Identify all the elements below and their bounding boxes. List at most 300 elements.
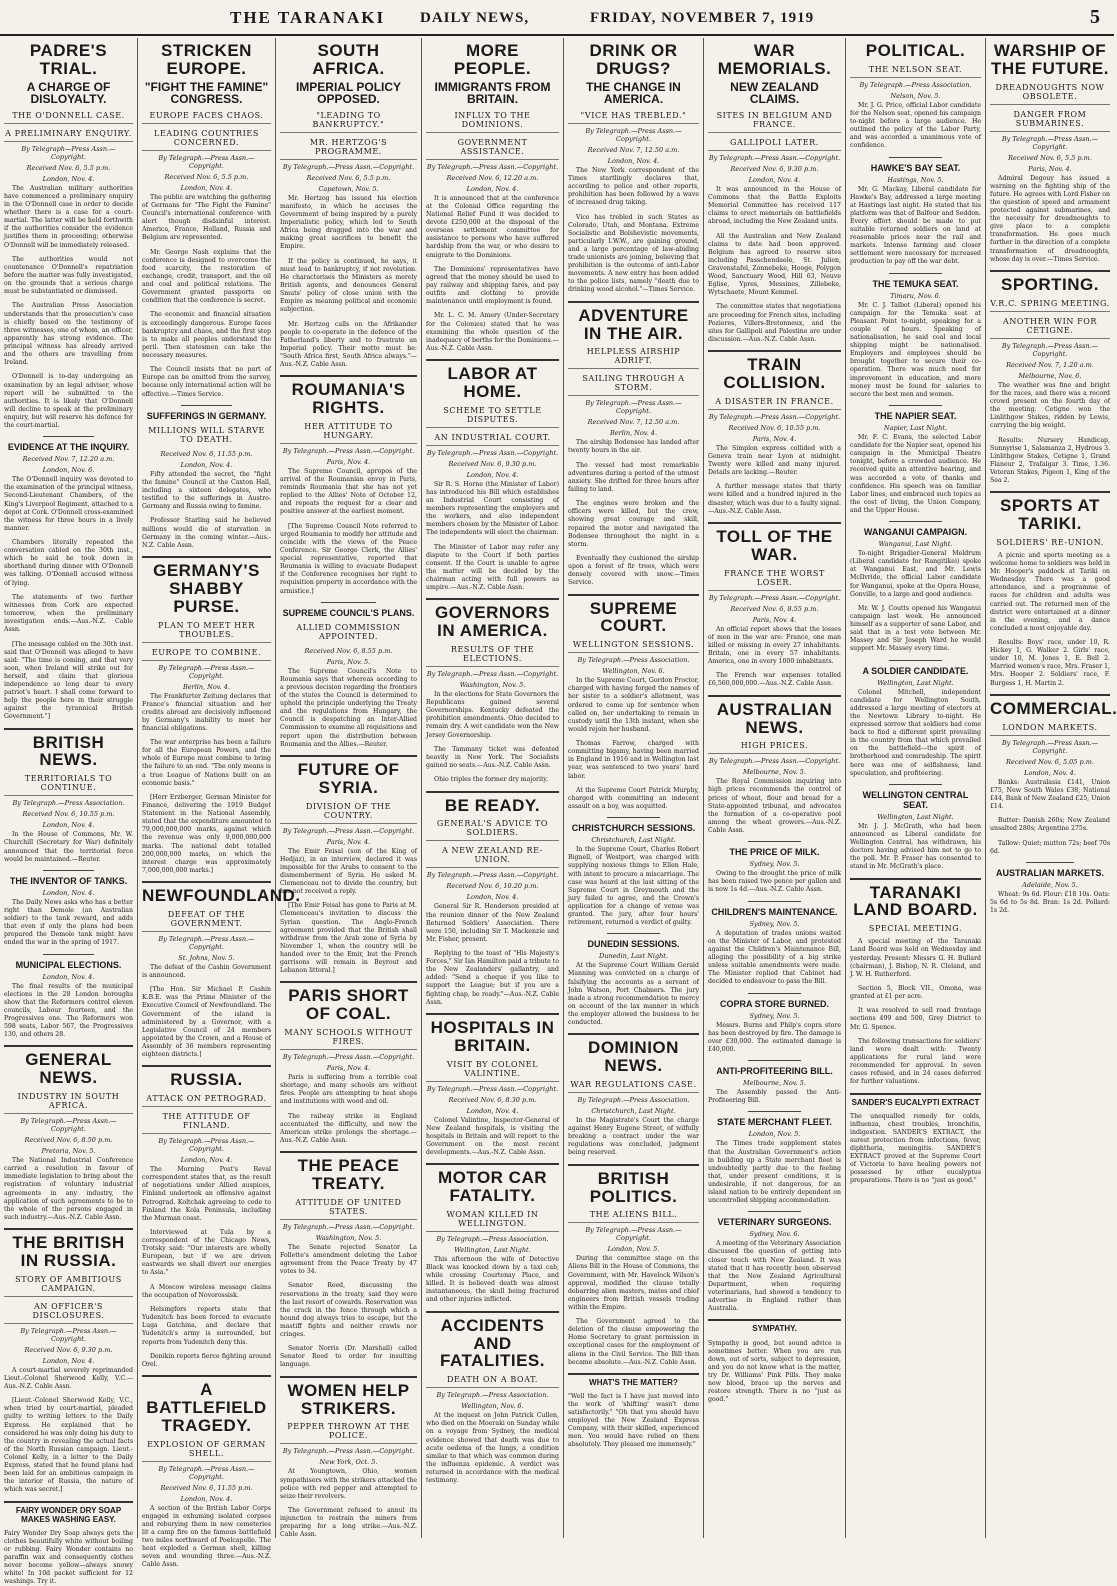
paragraph: Sympathy is good, but sound advice is sometimes better. When you are run down, out of sorts, subject to depression, and you do not know what is the matter, try Dr. Williams' Pink Pills. They make new blood, brace up the nerves and restore strength. There is no "just as good." xyxy=(708,1339,841,1403)
deck-line: DREADNOUGHTS NOW OBSOLETE. xyxy=(990,83,1110,105)
column-1 xyxy=(0,38,138,1585)
deck-line: DIVISION OF THE COUNTRY. xyxy=(280,802,417,824)
article xyxy=(142,881,301,1059)
article xyxy=(426,1013,559,1157)
headline: TARANAKI LAND BOARD. xyxy=(853,882,978,920)
dateline: By Telegraph.—Press Assn.—Copyright. xyxy=(708,153,841,162)
dateline: By Telegraph.—Press Assn.—Copyright. xyxy=(282,162,415,171)
section-divider xyxy=(43,870,95,871)
place-date: Paris, Nov. 4. xyxy=(752,615,797,624)
deck-line: WELLINGTON SESSIONS. xyxy=(568,640,699,653)
article xyxy=(280,375,417,595)
article xyxy=(142,405,271,550)
article xyxy=(850,42,981,150)
paragraph: A special meeting of the Taranaki Land Board was held on Wednesday and yesterday. Present: Messrs G. H. Bullard (chairman), J. Bishop, N. R. Cleland, and J. W. H. Rutherford. xyxy=(850,938,981,978)
headline: MORE PEOPLE. xyxy=(453,41,532,78)
columns-area xyxy=(0,38,1117,1585)
article xyxy=(4,1045,133,1221)
place-date: Paris, Nov. 4. xyxy=(752,434,797,443)
dateline: By Telegraph.—Press Assn.—Copyright. xyxy=(282,447,415,455)
place-date: Wellington, Nov. 6. xyxy=(602,667,665,676)
article xyxy=(280,1376,417,1540)
subheadline: DUNEDIN SESSIONS. xyxy=(587,939,680,950)
place-date: London, Nov. 4. xyxy=(466,1106,519,1115)
paragraph: The Daily News asks who has a better right than Demole (an Australian soldier) to the tank reward, and adds that even if only the plans had been prepared the Demole tank might have ended the war in the spring of 1917. xyxy=(4,898,133,947)
headline: BRITISH POLITICS. xyxy=(589,1168,678,1206)
subheadline: THE PRICE OF MILK. xyxy=(729,847,820,858)
paragraph: The Government refused to annul its injunction to restrain the miners from preparing for a long strike.—Aus.-N.Z. Cable Assn. xyxy=(280,1507,417,1539)
article-divider xyxy=(426,1163,559,1165)
headline: DRINK OR DRUGS? xyxy=(589,41,678,78)
deck-line: INFLUX TO THE DOMINIONS. xyxy=(426,111,559,133)
place-date: Wanganui, Last Night. xyxy=(878,540,953,549)
paragraph: The public are watching the gathering of Germans for "The Fight the Famine" Council's international conference with alert though disdainful interest. America, France, Holland, Russia and Belgium are represented. xyxy=(142,193,271,242)
paragraph: Results: Boys' race, under 10, R. Hickey 1, G. Walker 2. Girls' race, under 10, M. Jones 1, E. Bell 2. Married women's race, Mrs. Fraser 1, Mrs. Hooper 2. Soldiers' race, F. Burgess 1, H. Martin 2. xyxy=(990,639,1110,687)
article xyxy=(280,602,417,749)
paragraph: A further message states that thirty were killed and a hundred injured in the disaster, which was due to a faulty signal.—Aus.-N.Z. Cable Assn. xyxy=(708,483,841,515)
headline: ROUMANIA'S RIGHTS. xyxy=(291,380,406,418)
paragraph: [The Hon. Sir Michael P. Cashin K.B.E. was the Prime Minister of the Executive Council of Newfoundland. The Government of the island is administered by a Governor, with a Legislative Council of 24 members appointed by the Crown, and a House of Assembly of 36 members representing eighteen districts.] xyxy=(142,986,271,1059)
deck-line: "LEADING TO BANKRUPTCY." xyxy=(280,111,417,133)
place-date: Sydney, Nov. 5. xyxy=(749,860,800,869)
paragraph: Mr. Hertzog calls on the Afrikander people to co-operate in the defence of the Fatherland's liberty and to frustrate an Imperial policy. Their motto must be: "South Africa first, South Africa always."—Aus.-N.Z. Cable Assn. xyxy=(280,320,417,369)
paragraph: [The message cabled on the 30th inst. said that O'Donnell was alleged to have said: "The time is coming, and that very soon, when Ireland will strike out for herself, and claim that glorious independence so long dear to every patriot's heart. I shall come forward to help the people here in their struggle against the tyrannical British Government."] xyxy=(4,640,133,721)
headline: A BATTLEFIELD TRAGEDY. xyxy=(146,1380,267,1435)
headline: RUSSIA. xyxy=(170,1070,243,1090)
deck-line: A DISASTER IN FRANCE. xyxy=(708,397,841,410)
deck-line: SAILING THROUGH A STORM. xyxy=(568,374,699,396)
paragraph: This afternoon the wife of Detective Black was knocked down by a taxi cab, while crossing Courtenay Place, and killed. It is believed death was almost instantaneous, the skull being fractured and other injuries inflicted. xyxy=(426,1255,559,1304)
headline: AUSTRALIAN NEWS. xyxy=(716,699,833,737)
deck-line: WAR REGULATIONS CASE. xyxy=(568,1080,699,1093)
section-divider xyxy=(748,841,801,842)
headline: ACCIDENTS AND FATALITIES. xyxy=(440,1315,545,1371)
received-time: Received Nov. 6, 8.30 p.m. xyxy=(448,1095,537,1104)
deck-line: ATTITUDE OF UNITED STATES. xyxy=(280,1198,417,1220)
subheadline: WELLINGTON CENTRAL SEAT. xyxy=(862,789,969,810)
deck-line: A PRELIMINARY ENQUIRY. xyxy=(4,129,133,142)
deck-line: EUROPE TO COMBINE. xyxy=(142,648,271,661)
paragraph: Mr. George Nash explains that the conference is designed to overcome the food scarcity, the restoration of exchange, credit, transport, and the oil and coal and political relations. The Government granted passports on condition that the conference is secret. xyxy=(142,248,271,305)
paragraph: General Sir R. Henderson presided at the reunion dinner of the New Zealand Returned Soldiers' Association. There were 150, including Sir T. Mackenzie and Mr. Fisher, present. xyxy=(426,903,559,943)
paper-name: THE TARANAKI xyxy=(230,8,386,27)
paragraph: [The Supreme Council Note referred to urged Roumania to modify her attitude and coincide with the views of the Peace Conference. Sir George Clerk, the Allies' special representative, reported that Roumania is willing to evacuate Budapest if the Conference recognises her right to requisition property in accordance with the armistice.] xyxy=(280,522,417,595)
place-date: Sydney, Nov. 5. xyxy=(749,1011,800,1020)
article xyxy=(568,301,699,588)
article xyxy=(850,273,981,399)
place-date: London, Nov. 4. xyxy=(466,184,519,193)
article xyxy=(990,270,1110,485)
article xyxy=(426,42,559,353)
headline: SPORTS AT TARIKI. xyxy=(1000,496,1100,534)
place-date: London, Nov. 4. xyxy=(1024,768,1076,777)
place-date: Adelaide, Nov. 5. xyxy=(1022,880,1078,889)
paragraph: A court-martial severely reprimanded Lieut.-Colonel Sherwood Kelly, V.C.—Aus.-N.Z. Cable Assn. xyxy=(4,1366,133,1390)
dateline: By Telegraph.—Press Assn.—Copyright. xyxy=(1001,738,1099,755)
page-number: 5 xyxy=(1090,6,1100,28)
dateline: By Telegraph.—Press Assn.—Copyright. xyxy=(282,1447,415,1456)
paragraph: It is announced that at the conference at the Colonial Office regarding the National Relief Fund it was decided to devote £250,000 at the disposal of the overseas settlement committee for assistance to persons who have suffered hardship from the war, or who desire to emigrate to the Dominions. xyxy=(426,194,559,259)
received-time: Received Nov. 7, 12.50 a.m. xyxy=(587,418,680,427)
subheadline: EVIDENCE AT THE INQUIRY. xyxy=(7,442,130,453)
paragraph: [Herr Erzberger, German Minister for Finance, delivering the 1919 Budget Statement in the National Assembly, stated that the expenditure amounted to 79,000,000,000 marks, against which the revenue was only 9,000,000,000 marks. The national debt totalled 200,000,000 marks, on which the interest charge was approximately 7,000,000,000 marks.] xyxy=(142,793,271,874)
deck-line: DEFEAT OF THE GOVERNMENT. xyxy=(142,910,271,932)
article xyxy=(850,405,981,515)
article-divider xyxy=(280,755,417,757)
subheadline: SYMPATHY. xyxy=(752,1324,797,1334)
subheadline: WANGANUI CAMPAIGN. xyxy=(863,527,968,538)
paragraph: The Australian Press Association understands that the prosecution's case is chiefly based on the testimony of three witnesses, one of whom, an officer, apparently has strong evidence. The principal witness has already arrived and the others are travelling from Ireland. xyxy=(4,302,133,367)
paragraph: Mr. C. J. Talbot (Liberal) opened his campaign for the Temuka seat at Pleasant Point to-night, speaking for a couple of hours. Speaking of nationalisation, he said coal and local shipping might be nationalised. Employers and employees should be brought together to secure their co-operation. There was much need for improvement in education, and more money must be found for salaries to secure the best men and women. xyxy=(850,301,981,398)
dateline: By Telegraph.—Press Association. xyxy=(436,1234,549,1243)
place-date: London, Nov. 4. xyxy=(42,972,95,981)
headline: WAR MEMORIALS. xyxy=(717,41,832,78)
article xyxy=(708,901,841,987)
article xyxy=(280,1151,417,1369)
place-date: Wellington, Last Night. xyxy=(877,812,954,821)
received-time: Received Nov. 6, 11.55 p.m. xyxy=(160,1483,253,1492)
place-date: Paris, Nov. 5. xyxy=(326,657,371,666)
subheadline: COPRA STORE BURNED. xyxy=(719,998,829,1009)
section-divider xyxy=(181,405,233,406)
place-date: London, Nov. 4. xyxy=(180,460,233,469)
dateline: By Telegraph.—Press Association. xyxy=(859,80,972,89)
paragraph: During the committee stage on the Aliens Bill in the House of Commons, the Government, with Mr. Havelock Wilson's approval, modified the clause totally debarring alien masters, mates and chief engineers from British vessels trading within the Empire. xyxy=(568,1255,699,1311)
article xyxy=(568,1164,699,1367)
paragraph: The vessel had most remarkable adventures during a period of the utmost anxiety. She drifted for three hours after failing to land. xyxy=(568,461,699,493)
paragraph: All the Australian and New Zealand claims to date had been approved. Belgium has agreed to reserve sites including Passchendaele, St. Julien, Gravenstafel, Zonnebeke, Hooge, Polygon Wood, Sanctuary Wood, Hill 63, Neuve Eglise, Ypres, Messines, Zillebeke, Wytschaete, Mount Kemmel. xyxy=(708,232,841,297)
paragraph: The Assembly passed the Anti-Profiteering Bill. xyxy=(708,1089,841,1105)
place-date: Nelson, Nov. 5. xyxy=(890,91,941,100)
article-divider xyxy=(708,350,841,352)
paragraph: The Tammany ticket was defeated heavily in New York. The Socialists gained no seats.—Aus.-N.Z. Cable Assn. xyxy=(426,745,559,770)
paragraph: Section 5, Block VII., Omona, was granted at £1 per acre. xyxy=(850,984,981,1001)
deck-line: SOLDIERS' RE-UNION. xyxy=(996,537,1104,547)
paragraph: A Moscow wireless message claims the occupation of Novorossisk. xyxy=(142,1283,271,1299)
headline: BE READY. xyxy=(444,795,541,815)
paragraph: Senator Norris (Dr. Marshall) called Senator Reed to order for insulting language. xyxy=(280,1345,417,1369)
dateline: By Telegraph.—Press Assn.—Copyright. xyxy=(426,162,559,171)
paragraph: A picnic and sports meeting as a welcome home to soldiers was held in Mr. Hooper's paddock at Tariki on Wednesday. There was a good attendance, and a programme of races for children and adults was carried out. The returned men of the district were entertained at a dinner in the evening, and a dance concluded a most enjoyable day. xyxy=(990,551,1110,632)
article-divider xyxy=(990,270,1110,272)
article xyxy=(568,817,699,927)
received-time: Received Nov. 6, 9.30 p.m. xyxy=(730,164,819,173)
subheadline: SUFFERINGS IN GERMANY. xyxy=(146,410,267,421)
dateline: By Telegraph.—Press Assn.—Copyright. xyxy=(708,757,841,766)
article xyxy=(708,522,841,689)
paragraph: Mr. G. Mackay, Liberal candidate for Hawke's Bay, addressed a large meeting at Hastings last night. He stated that his platform was that of Balfour and Seddon. Every effort should be made to put suitable returned soldiers on land at reasonable prices near the rail and markets. Intense farming and closer settlement were necessary for increased production to pay off the war debt. xyxy=(850,185,981,266)
dateline: By Telegraph.—Press Assn.—Copyright. xyxy=(1001,134,1099,151)
article-divider xyxy=(142,556,271,558)
headline: DOMINION NEWS. xyxy=(588,1038,679,1076)
place-date: London, Nov. 5. xyxy=(748,1130,801,1139)
deck-line: MANY SCHOOLS WITHOUT FIRES. xyxy=(280,1028,417,1050)
deck-line: SPECIAL MEETING. xyxy=(868,924,963,934)
paragraph: The Supreme Council's Note to Roumania says that whereas according to a previous decision regarding the frontiers of the states the Council is determined to uphold the principle underlying the Treaty and the regulations from Hungary, the Council is despatching an Inter-Allied Commission to examine all requisitions and report upon the distribution between Roumania and the Allies.—Reuter. xyxy=(280,667,417,748)
deck-line: AN INDUSTRIAL COURT. xyxy=(426,433,559,446)
received-time: Received Nov. 6, 12.20 a.m. xyxy=(446,173,539,182)
paragraph: The Emir Feisal (son of the King of Hedjaz), in an interview, declared it was impossible for the Arabs to consent to the dismemberment of Syria. He asked M. Clemenceau not to divide the country, but has not received a reply. xyxy=(280,847,417,896)
deck-line: THE NELSON SEAT. xyxy=(850,65,981,78)
dateline: By Telegraph.—Press Assn.—Copyright. xyxy=(282,826,415,835)
paragraph: In the elections for State Governors the Republicans gained several Governorships. Kentucky defeated the prohibition amendments. Ohio decided to remain dry. A wet candidate won the New Jersey Governorship. xyxy=(426,691,559,739)
deck-line: THE ALIENS BILL. xyxy=(568,1210,699,1223)
article xyxy=(4,954,133,1040)
dateline: By Telegraph.—Press Assn.—Copyright. xyxy=(1001,341,1099,358)
received-time: Received Nov. 6, 10.55 p.m. xyxy=(728,423,821,432)
article xyxy=(708,1060,841,1105)
subheadline: NEW ZEALAND CLAIMS. xyxy=(730,79,819,107)
paragraph: At the Supreme Court Patrick Murphy, charged with committing an indecent assault on a boy, was acquitted. xyxy=(568,786,699,810)
deck-line: DEATH ON A BOAT. xyxy=(426,1375,559,1388)
article xyxy=(142,1065,271,1369)
dateline: By Telegraph.—Press Assn.—Copyright. xyxy=(426,670,559,679)
paragraph: In the Magistrate's Court the charge against Henry Eugene Street, of wilfully breaking a contract under the war regulations was concluded, judgment being reserved. xyxy=(568,1117,699,1157)
paragraph: Sir R. S. Horne (the Minister of Labor) has introduced his Bill which establishes an Industrial Court consisting of members representing the employers and the workers, and also independent members chosen by the Minister of Labor. The independents will elect the chairman. xyxy=(426,480,559,537)
article-divider xyxy=(142,1065,271,1067)
received-time: Received Nov. 6, 5.5 p.m. xyxy=(164,172,249,181)
received-time: Received Nov. 6, 8.55 p.m. xyxy=(304,646,393,655)
section-divider xyxy=(889,157,941,158)
headline: SUPREME COURT. xyxy=(589,598,678,636)
paragraph: [Lieut.-Colonel Sherwood Kelly, V.C., when tried by court-martial, pleaded guilty to writing letters to the Daily Express. He explained that he considered he was only doing his duty to the country in revealing the actual facts of the North Russian campaign. Lieut.-Colonel Kelly, in a letter to the Daily Express, stated that he found plans had been laid for an ambitious campaign in the interior of Russia, the nature of which was secret.] xyxy=(4,1397,133,1494)
paragraph: Fairy Wonder Dry Soap always gets the clothes beautifully white without boiling or rubbing. Fairy Wonder contains no paraffin wax and consequently clothes never become yellow—always snowy white! In 10d packet sufficient for 12 washings. Try it. xyxy=(4,1529,133,1585)
dateline: By Telegraph.—Press Assn.—Copyright. xyxy=(158,663,255,680)
received-time: Received Nov. 6, 9.30 p.m. xyxy=(448,459,537,468)
article xyxy=(850,784,981,872)
received-time: Received Nov. 6, 5.5 p.m. xyxy=(306,173,391,182)
section-divider xyxy=(1026,862,1074,863)
received-time: Received Nov. 7, 1.20 a.m. xyxy=(1006,360,1094,369)
place-date: Sydney, Nov. 5. xyxy=(749,919,800,928)
dateline: By Telegraph.—Press Assn.—Copyright. xyxy=(158,1137,255,1154)
subheadline: FAIRY WONDER DRY SOAP MAKES WASHING EASY. xyxy=(15,1505,122,1524)
paragraph: In the Supreme Court, Gordon Proctor, charged with having forged the names of her sister to a soldier's allotment, was ordered to come up for sentence when called on, her undertaking to remain in custody until the 13th instant, when she would rejoin her husband. xyxy=(568,677,699,733)
paragraph: The committee states that negotiations are proceeding for French sites, including Pozieres, Villers-Bretonneux, and the sites for Gallipoli and Palestine are under discussion.—Aus.-N.Z. Cable Assn. xyxy=(708,303,841,343)
place-date: Paris, Nov. 4. xyxy=(326,458,371,466)
article-divider xyxy=(4,1045,133,1047)
column-3 xyxy=(276,38,422,1538)
article-divider xyxy=(4,1228,133,1230)
dateline: By Telegraph.—Press Association. xyxy=(436,1391,549,1400)
paragraph: The following transactions for soldiers' land were dealt with: Twenty applications for rural land were recommended for approval. In seven cases refused, and in 24 cases deferred for further valuations. xyxy=(850,1037,981,1086)
headline: SOUTH AFRICA. xyxy=(312,41,385,78)
paragraph: The unequalled remedy for colds, influenza, chest troubles, bronchitis, indigestion. SANDER'S EXTRACT, the surest protection from infections, fever, diphtheria, meningitis. SANDER'S EXTRACT proved at the Supreme Court of Victoria to have healing powers not possessed by other eucalyptus preparations. There is no "just as good." xyxy=(850,1112,981,1184)
paragraph: The economic and financial situation is exceedingly dangerous. Europe faces bankruptcy and chaos, and the first step is to make all peoples understand the peril. Then statesmen can take the necessary measures. xyxy=(142,311,271,359)
place-date: Washington, Nov. 5. xyxy=(315,1233,382,1242)
dateline: By Telegraph.—Press Assn.—Copyright. xyxy=(426,871,559,880)
dateline: By Telegraph.—Press Assn.—Copyright. xyxy=(585,126,682,143)
dateline: By Telegraph.—Press Assn.—Copyright. xyxy=(158,934,255,951)
received-time: Received Nov. 6, 5.05 p.m. xyxy=(1006,757,1094,766)
dateline: By Telegraph.—Press Assn.—Copyright. xyxy=(158,153,255,170)
subheadline: IMPERIAL POLICY OPPOSED. xyxy=(295,79,402,107)
headline: PADRE'S TRIAL. xyxy=(29,41,108,78)
paper-title: DAILY NEWS, xyxy=(420,10,530,26)
place-date: London, Nov. 4. xyxy=(42,174,95,183)
article xyxy=(708,841,841,894)
paragraph: Denikin reports fierce fighting around Orel. xyxy=(142,1352,271,1368)
paragraph: The authorities would not countenance O'Donnell's repatriation before the matter was fully investigated, on the grounds that a serious charge must be substantiated or dismissed. xyxy=(4,255,133,296)
place-date: Paris, Nov. 4. xyxy=(1028,164,1072,173)
paragraph: The National Industrial Conference carried a resolution in favour of immediate legislation to bring about the registration of voluntary industrial agreements in any industry, the application of such agreements to be to the whole of the persons engaged in such industry.—Aus.-N.Z. Cable Assn. xyxy=(4,1157,133,1221)
column-8 xyxy=(986,38,1117,1538)
paragraph: [The Emir Feisal has gone to Paris at M. Clemenceau's invitation to discuss the Syrian question. The Anglo-French agreement provided that the British shall withdraw from the Arab zone of Syria by November 1, when the country will be handed over to the Emir, but the French garrisons will remain in Beyrout and Lebanon littoral.] xyxy=(280,902,417,975)
deck-line: WOMAN KILLED IN WELLINGTON. xyxy=(426,1210,559,1232)
article xyxy=(280,42,417,369)
paragraph: It was resolved to sell road frontage sections 499 and 500, Grey District to Mr. G. Spence. xyxy=(850,1007,981,1031)
subheadline: A SOLDIER CANDIDATE. xyxy=(862,665,969,676)
received-time: Received Nov. 6, 5.5 p.m. xyxy=(1008,153,1092,162)
paragraph: Vice has trebled in such States as Colorado, Utah, and Montana. Extreme Socialistic and Bolshevistic movements, particularly I.W.W., are gaining ground, and a large percentage of law-abiding trade unionists are joining, believing that prohibition is the outcome of anti-Labor movements. A new entry has been added to the police lists, namely "death due to drinking wood alcohol."—Times Service. xyxy=(568,213,699,294)
place-date: Christchurch, Last Night. xyxy=(591,836,676,845)
section-divider xyxy=(889,521,941,522)
paragraph: Fifty attended the secret, the "fight the famine" Council at the Caxton Hall, including a sixteen delegates, who testified to the sufferings in Austro-Germany and Russia owing to famine. xyxy=(142,470,271,511)
place-date: London, Nov. 4. xyxy=(466,893,519,902)
article-divider xyxy=(142,1375,271,1377)
article xyxy=(142,1375,271,1569)
article-divider xyxy=(426,598,559,600)
paragraph: Mr. F. C. Evans, the selected Labor candidate for the Napier seat, opened his campaign in the Municipal Theatre tonight, before a crowded audience. He received quite an attentive hearing, and was accorded a vote of thanks and confidence. His speech was on familiar Labor lines, and embraced such topics as the cost of living, the Union Company, and the Upper House. xyxy=(850,434,981,514)
section-divider xyxy=(748,1211,801,1212)
paragraph: The weather was fine and bright for the races, and there was a record crowd present on the fourth day of the meeting. Cetigne won the Linlithgow Stakes, ridden by Lewis, carrying the big weight. xyxy=(990,381,1110,430)
article xyxy=(990,694,1117,856)
subheadline: ANTI-PROFITEERING BILL. xyxy=(716,1066,833,1077)
place-date: London, Nov. 4. xyxy=(466,470,519,479)
article-divider xyxy=(708,695,841,697)
paragraph: Tallow: Quiet; mutton 72s; beef 70s 6d. xyxy=(990,839,1110,855)
deck-line: MILLIONS WILL STARVE TO DEATH. xyxy=(148,425,265,444)
article-divider xyxy=(708,522,841,524)
headline: POLITICAL. xyxy=(865,41,966,60)
paragraph: Mr. Hertzog has issued his election manifesto, in which he accuses the Government of being inspired by a purely Imperialistic policy, which led to South Africa being dragged into the war and making great sacrifices to benefit the Empire. xyxy=(280,194,417,251)
received-time: Received Nov. 6, 11.55 p.m. xyxy=(160,449,253,458)
paragraph: Replying to the toast of "His Majesty's Forces," Sir Ian Hamilton paid a tribute to the New Zealanders' gallantry, and added: "Send a cheque if you like to support the League; but if you are a fighting chap, be ready."—Aus.-N.Z. Cable Assn. xyxy=(426,950,559,1006)
headline: PARIS SHORT OF COAL. xyxy=(288,986,409,1024)
section-divider xyxy=(748,901,801,902)
paragraph: Professor Starling said he believed millions would die of starvation in Germany in the coming winter.—Aus.-N.Z. Cable Assn. xyxy=(142,517,271,549)
paragraph: Results: Nursery Handicap, Sunnyrise 1, Salamanza 2, Hydrous 3. Linlithgow Stakes, Cetigne 1, Grand Flaneur 2, Trafalgar 3. Time, 1.36. Veteran Stakes, Pigeon 1, King of the Sea 2. xyxy=(990,436,1110,484)
dateline: By Telegraph.—Press Assn.—Copyright. xyxy=(708,412,841,421)
headline: COMMERCIAL. xyxy=(990,698,1117,718)
dateline: By Telegraph—Press Assn.—Copyright. xyxy=(21,144,116,161)
article xyxy=(708,1111,841,1205)
column-6 xyxy=(704,38,846,1538)
section-divider xyxy=(321,602,376,603)
place-date: London, Nov. 4. xyxy=(180,183,233,192)
received-time: Received Nov. 6, 5.5 p.m. xyxy=(26,163,111,172)
received-time: Received Nov. 7, 12.20 a.m. xyxy=(22,455,115,464)
article-divider xyxy=(280,375,417,377)
advertisement xyxy=(708,1319,841,1403)
place-date: London, Nov. 4. xyxy=(42,888,95,897)
article xyxy=(142,42,271,399)
subheadline: CHRISTCHURCH SESSIONS. xyxy=(571,823,696,834)
headline: HOSPITALS IN BRITAIN. xyxy=(430,1017,555,1055)
dateline: By Telegraph.—Press Assn.—Copyright. xyxy=(426,1084,559,1093)
article-divider xyxy=(280,1151,417,1153)
deck-line: GALLIPOLI LATER. xyxy=(708,138,841,151)
deck-line: THE ATTITUDE OF FINLAND. xyxy=(142,1112,271,1134)
paragraph: The Government agreed to the deletion of the clause empowering the Home Secretary to grant permission in exceptional cases for the employment of aliens in the Civil Service. The Bill then became absolute.—Aus.-N.Z. Cable Assn. xyxy=(568,1318,699,1366)
paragraph: The Supreme Council, apropos of the arrival of the Roumanian envoy in Paris, reminds Roumania that she has not yet replied to the Allies' Note of October 12, and repeats the request for a clear and positive answer at the earliest moment. xyxy=(280,468,417,516)
paragraph: The Frankfurter Zeitung declares that France's financial situation and her credits abroad are decisively influenced by Germany's inability to meet her financial obligations. xyxy=(142,692,271,732)
paragraph: A section of the British Labor Corps engaged in exhuming isolated corpses and reburying them in new cemeteries lit a camp fire on the famous battlefield two miles northward of Poelcapelle. The heat exploded a German shell, killing seven and wounding three.—Aus.-N.Z. Cable Assn. xyxy=(142,1504,271,1569)
place-date: Dunedin, Last Night. xyxy=(599,952,668,961)
article-divider xyxy=(850,878,981,880)
article-divider xyxy=(142,881,271,883)
article xyxy=(568,594,699,811)
deck-line: TERRITORIALS TO CONTINUE. xyxy=(4,774,133,796)
article xyxy=(4,870,133,948)
article xyxy=(426,359,559,592)
paragraph: The war enterprise has been a failure for all the European Powers, and the whole of Europe must combine to bring the failure to an end. "The only means is a true League of Nations built on an economic basis." xyxy=(142,739,271,787)
place-date: St. Johns, Nov. 5. xyxy=(178,953,235,962)
subheadline: HAWKE'S BAY SEAT. xyxy=(870,162,961,173)
section-divider xyxy=(889,660,941,661)
deck-line: EXPLOSION OF GERMAN SHELL. xyxy=(142,1440,271,1462)
place-date: Paris, Nov. 4. xyxy=(326,837,371,846)
deck-line: "VICE HAS TREBLED." xyxy=(568,111,699,124)
subheadline: THE INVENTOR OF TANKS. xyxy=(9,875,128,886)
article-divider xyxy=(426,791,559,793)
place-date: Paris, Nov. 4. xyxy=(326,1064,371,1073)
deck-line: GOVERNMENT ASSISTANCE. xyxy=(426,138,559,160)
headline: SPORTING. xyxy=(1000,274,1099,294)
deck-line: FRANCE THE WORST LOSER. xyxy=(708,569,841,591)
dateline: By Telegraph.—Press Assn.—Copyright. xyxy=(158,1464,255,1481)
headline: THE PEACE TREATY. xyxy=(297,1156,400,1194)
paragraph: Interviewed at Tula by a correspondent of the Chicago News, Trotsky said: "Our interests are wholly European, but if we are driven eastwards we shall divert our energies to Asia." xyxy=(142,1229,271,1277)
dateline: By Telegraph.—Press Assn.—Copyright. xyxy=(426,448,559,457)
headline: THE BRITISH IN RUSSIA. xyxy=(12,1233,125,1270)
advertisement xyxy=(850,1093,981,1185)
dateline: By Telegraph.—Press Assn.—Copyright. xyxy=(708,593,841,602)
section-divider xyxy=(748,1060,801,1061)
deck-line: VISIT BY COLONEL VALINTINE. xyxy=(426,1060,559,1082)
column-4 xyxy=(422,38,564,1538)
deck-line: INDUSTRY IN SOUTH AFRICA. xyxy=(4,1092,133,1114)
article xyxy=(850,157,981,267)
section-divider xyxy=(607,933,659,934)
place-date: Berlin, Nov. 4. xyxy=(182,682,231,691)
article xyxy=(708,42,841,344)
article xyxy=(568,1033,699,1157)
article xyxy=(708,993,841,1054)
place-date: New York, Oct. 5. xyxy=(319,1458,378,1467)
place-date: Wellington, Last Night. xyxy=(877,678,954,687)
deck-line: ATTACK ON PETROGRAD. xyxy=(142,1094,271,1107)
paragraph: The railway strike in England accentuated the difficulty, and now the American strike prolongs the shortage.—Aus.-N.Z. Cable Assn. xyxy=(280,1112,417,1144)
deck-line: HELPLESS AIRSHIP ADRIFT. xyxy=(568,347,699,369)
paragraph: Thomas Farrow, charged with committing bigamy, having been married in England in 1916 and in Wellington last year, was sentenced to two years' hard labor. xyxy=(568,740,699,780)
advertisement xyxy=(568,1373,699,1449)
article xyxy=(990,491,1110,687)
deck-line: SCHEME TO SETTLE DISPUTES. xyxy=(426,406,559,428)
place-date: Christchurch, Last Night. xyxy=(591,1107,676,1115)
headline: TRAIN COLLISION. xyxy=(723,355,826,392)
masthead xyxy=(0,0,1114,36)
headline: BRITISH NEWS. xyxy=(32,732,105,770)
paragraph: At the inquest on John Patrick Cullen, who died on the Moeraki on Sunday while on a voyage from Sydney, the medical evidence showed that death was due to acute oedema of the lungs, a condition similar to that which was common during the influenza epidemic. A verdict was returned in accordance with the medical testimony. xyxy=(426,1412,559,1484)
paragraph: A meeting of the Veterinary Association discussed the question of getting into closer touch with New Zealand. It was stated that it has recently been observed that the New Zealand Agricultural Department, when requiring veterinarians, had showed a tendency to advertise in England rather than Australia. xyxy=(708,1240,841,1313)
article xyxy=(4,436,133,721)
paragraph: It was announced in the House of Commons that the Battle Exploits Memorial Committee has received 117 claims to erect memorials on battlefields abroad, including the New Zealand units. xyxy=(708,185,841,226)
deck-line: AN OFFICER'S DISCLOSURES. xyxy=(4,1302,133,1324)
place-date: Washington, Nov. 5. xyxy=(459,681,526,690)
section-divider xyxy=(889,784,941,785)
dateline: By Telegraph.—Press Association. xyxy=(577,656,690,665)
